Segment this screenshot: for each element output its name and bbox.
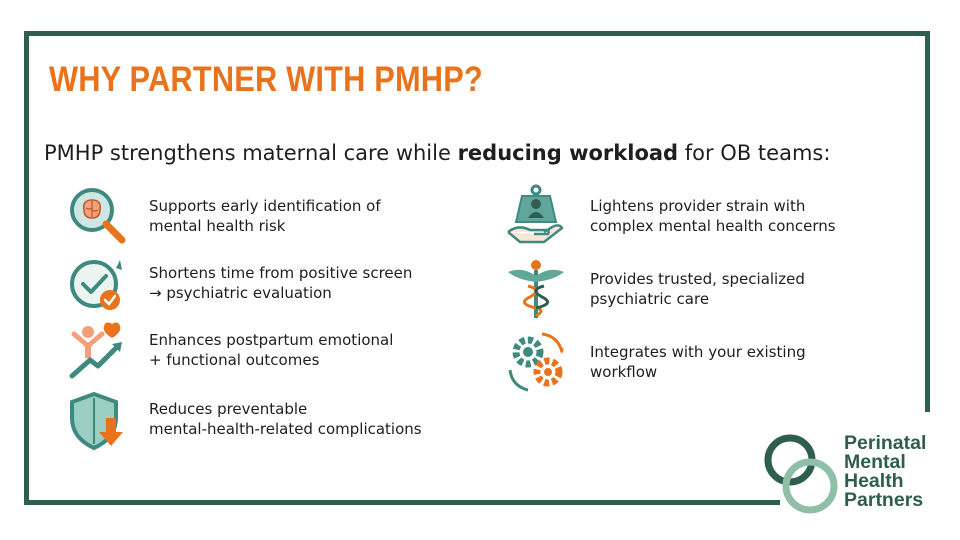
- gears-cycle-icon: [506, 330, 568, 392]
- caduceus-icon: [506, 258, 568, 320]
- intro-text-bold: reducing workload: [457, 141, 679, 165]
- benefit-line: → psychiatric evaluation: [149, 284, 332, 302]
- brain-magnifier-icon: [66, 186, 128, 248]
- slide-title: WHY PARTNER WITH PMHP?: [49, 60, 483, 99]
- logo-line: Mental: [844, 451, 906, 473]
- benefit-line: psychiatric care: [590, 290, 710, 308]
- benefit-line: workflow: [590, 363, 658, 381]
- intro-sentence: [44, 141, 830, 165]
- logo-line: Health: [844, 470, 904, 492]
- benefit-line: Reduces preventable: [149, 400, 308, 418]
- benefit-line: Integrates with your existing: [590, 343, 806, 361]
- person-heart-growth-icon: [66, 320, 128, 382]
- benefit-line: Shortens time from positive screen: [149, 264, 413, 282]
- benefit-line: Provides trusted, specialized: [590, 270, 805, 288]
- benefit-line: mental health risk: [149, 217, 286, 235]
- intro-text-start: PMHP strengthens maternal care while: [44, 141, 458, 165]
- shield-down-arrow-icon: [66, 390, 128, 452]
- benefit-line: Enhances postpartum emotional: [149, 331, 394, 349]
- logo-wordmark: [844, 434, 926, 510]
- clock-check-icon: [66, 254, 128, 316]
- benefit-line: + functional outcomes: [149, 351, 320, 369]
- benefit-line: Supports early identification of: [149, 197, 381, 215]
- logo-line: Perinatal: [844, 432, 927, 454]
- benefit-line: Lightens provider strain with: [590, 197, 806, 215]
- logo-rings-icon: [764, 432, 844, 532]
- benefit-line: mental-health-related complications: [149, 420, 422, 438]
- benefit-line: complex mental health concerns: [590, 217, 836, 235]
- intro-text-end: for OB teams:: [678, 141, 831, 165]
- logo-line: Partners: [844, 489, 924, 511]
- hand-weight-icon: [506, 184, 568, 246]
- pmhp-logo: [764, 432, 954, 532]
